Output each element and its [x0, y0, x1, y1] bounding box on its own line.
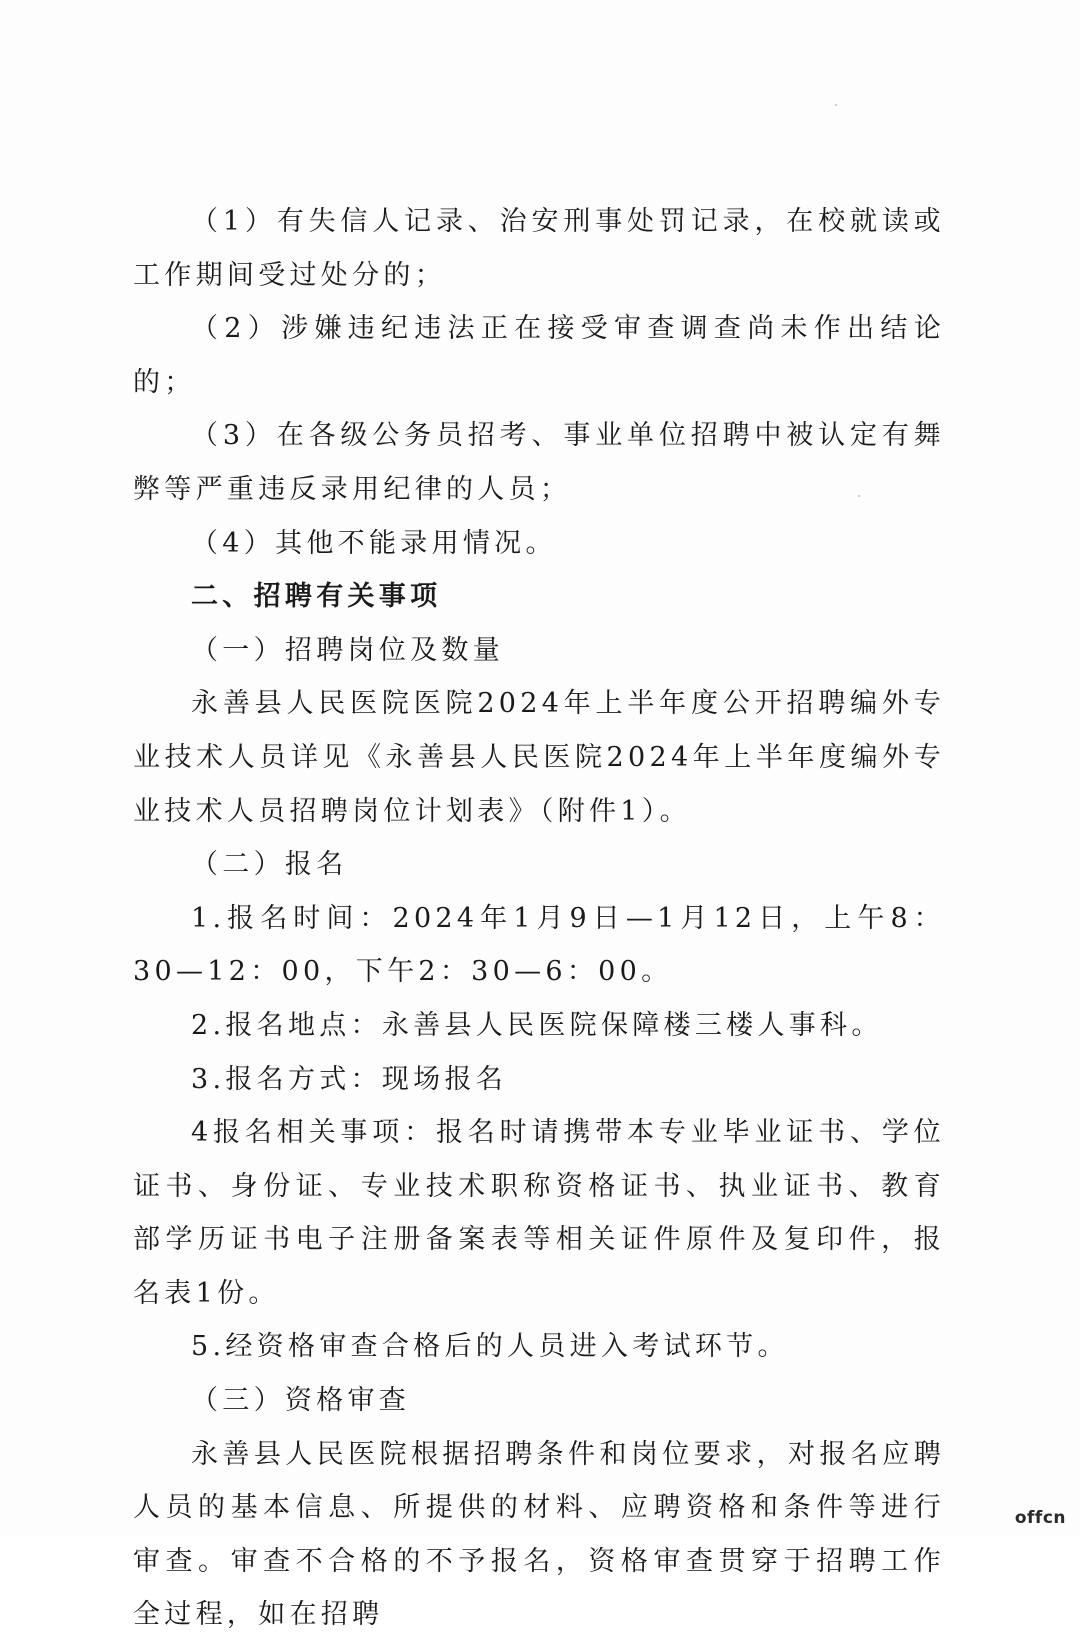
paragraph-registration-time: 1.报名时间：2024年1月9日—1月12日，上午8：30—12：00，下午2：30—6：00。 — [133, 902, 945, 988]
paragraph-condition-1: （1）有失信人记录、治安刑事处罚记录，在校就读或工作期间受过处分的； — [133, 206, 945, 291]
scan-speck — [858, 495, 860, 497]
scan-speck — [835, 104, 837, 106]
document-body — [133, 195, 945, 1642]
paragraph-exam-entry: 5.经资格审查合格后的人员进入考试环节。 — [191, 1331, 789, 1363]
paragraph-positions-detail: 永善县人民医院医院2024年上半年度公开招聘编外专业技术人员详见《永善县人民医院2024年上半年度编外专业技术人员招聘岗位计划表》（附件1）。 — [133, 688, 945, 827]
paragraph-registration-requirements: 4报名相关事项：报名时请携带本专业毕业证书、学位证书、身份证、专业技术职称资格证书、执业证书、教育部学历证书电子注册备案表等相关证件原件及复印件，报名表1份。 — [133, 1117, 945, 1309]
paragraph-condition-3: （3）在各级公务员招考、事业单位招聘中被认定有舞弊等严重违反录用纪律的人员； — [133, 420, 945, 505]
paragraph-qualification-review: 永善县人民医院根据招聘条件和岗位要求，对报名应聘人员的基本信息、所提供的材料、应聘资格和条件等进行审查。审查不合格的不予报名，资格审查贯穿于招聘工作全过程，如在招聘 — [133, 1438, 945, 1631]
offcn-watermark: offcn — [1014, 1508, 1066, 1528]
subheading-qualification-review: （三）资格审查 — [191, 1385, 411, 1417]
subheading-positions-and-quantity: （一）招聘岗位及数量 — [191, 634, 504, 666]
paragraph-registration-location: 2.报名地点：永善县人民医院保障楼三楼人事科。 — [191, 1009, 883, 1041]
paragraph-registration-method: 3.报名方式：现场报名 — [191, 1063, 508, 1095]
paragraph-condition-2: （2）涉嫌违纪违法正在接受审查调查尚未作出结论的； — [133, 313, 945, 398]
section-heading-recruitment-matters: 二、招聘有关事项 — [191, 581, 442, 613]
paragraph-condition-4: （4）其他不能录用情况。 — [191, 527, 557, 559]
subheading-registration: （二）报名 — [191, 849, 348, 881]
